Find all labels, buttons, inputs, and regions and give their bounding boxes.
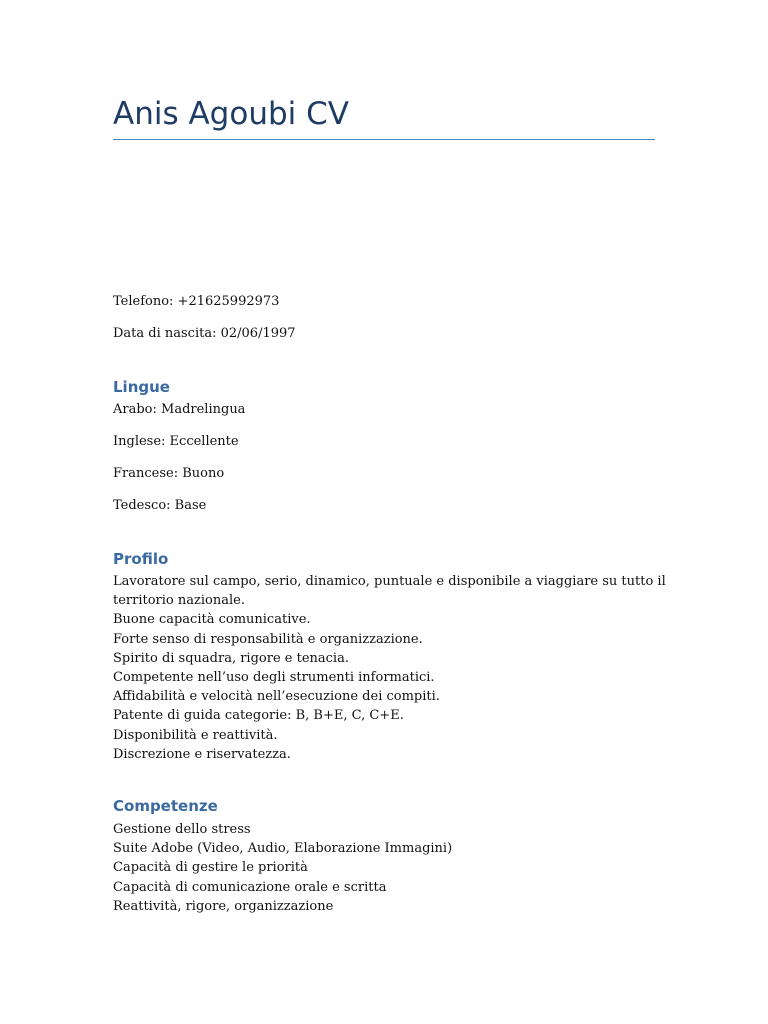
profile-line: Lavoratore sul campo, serio, dinamico, puntuale e disponibile a viaggiare su tutto il — [113, 574, 666, 589]
skill-line: Capacità di comunicazione orale e scritta — [113, 879, 387, 895]
profile-line: Buone capacità comunicative. — [113, 612, 311, 628]
language-item: Arabo: Madrelingua — [113, 402, 246, 417]
skill-line: Suite Adobe (Video, Audio, Elaborazione Immagini) — [113, 841, 453, 857]
skill-line: Capacità di gestire le priorità — [113, 860, 308, 876]
profile-line: Forte senso di responsabilità e organizzazione. — [113, 631, 423, 647]
section-heading-profilo: Profilo — [113, 550, 169, 568]
section-heading-competenze: Competenze — [113, 797, 218, 815]
profile-line: Discrezione e riservatezza. — [113, 746, 291, 762]
phone-line: Telefono: +21625992973 — [113, 294, 280, 309]
profile-line: Patente di guida categorie: B, B+E, C, C+E. — [113, 708, 404, 724]
profile-line: Disponibilità e reattività. — [113, 727, 278, 743]
profile-line: Competente nell’uso degli strumenti informatici. — [113, 670, 435, 686]
section-heading-lingue: Lingue — [113, 378, 170, 396]
birth-date-line: Data di nascita: 02/06/1997 — [113, 326, 296, 341]
language-item: Tedesco: Base — [113, 498, 207, 513]
profile-line: Affidabilità e velocità nell’esecuzione dei compiti. — [113, 689, 440, 705]
skill-line: Reattività, rigore, organizzazione — [113, 898, 334, 914]
skills-list — [113, 820, 452, 916]
language-item: Inglese: Eccellente — [113, 434, 239, 449]
language-item: Francese: Buono — [113, 466, 225, 481]
profile-line: Spirito di squadra, rigore e tenacia. — [113, 650, 349, 666]
profile-line: territorio nazionale. — [113, 593, 245, 609]
title-underline — [113, 139, 655, 140]
document-title: Anis Agoubi CV — [113, 96, 349, 132]
skill-line: Gestione dello stress — [113, 822, 251, 837]
profile-list — [113, 572, 666, 764]
